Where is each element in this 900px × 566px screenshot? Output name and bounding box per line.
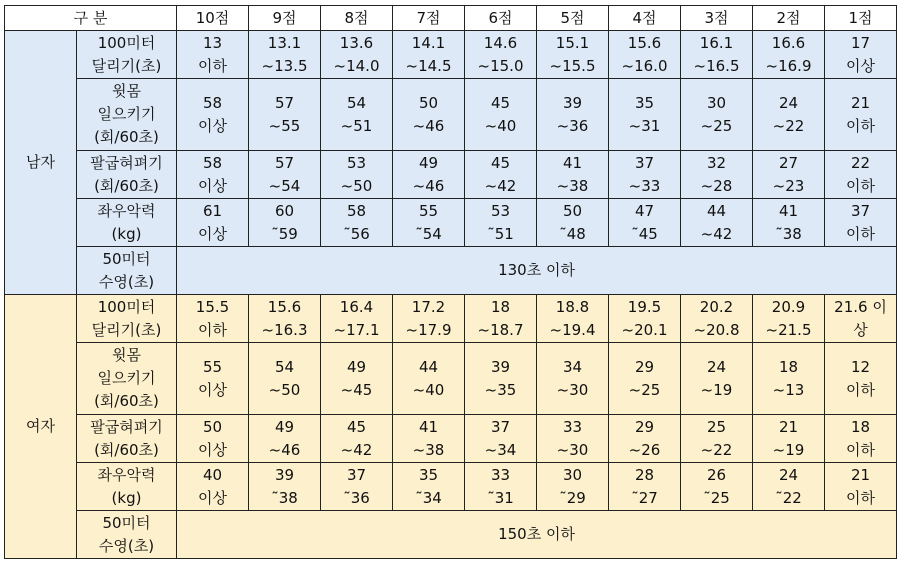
score-cell: 18.8 ~19.4 xyxy=(537,295,609,343)
score-cell: 45 ~40 xyxy=(465,79,537,151)
score-cell: 50 ~46 xyxy=(393,79,465,151)
header-score: 7점 xyxy=(393,6,465,31)
score-cell: 39 ~36 xyxy=(537,79,609,151)
score-cell: 30 ~25 xyxy=(681,79,753,151)
score-cell: 39 ~35 xyxy=(465,343,537,415)
score-cell: 15.6 ~16.3 xyxy=(249,295,321,343)
score-cell: 53 ˜51 xyxy=(465,199,537,247)
item-label: 팔굽혀펴기 (회/60초) xyxy=(77,151,177,199)
score-cell: 58 ˜56 xyxy=(321,199,393,247)
score-cell: 49 ~46 xyxy=(249,415,321,463)
score-cell: 49 ~46 xyxy=(393,151,465,199)
score-cell: 14.1 ~14.5 xyxy=(393,31,465,79)
score-cell: 20.2 ~20.8 xyxy=(681,295,753,343)
male-row xyxy=(5,31,897,79)
score-cell: 15.5 이하 xyxy=(177,295,249,343)
item-label: 50미터 수영(초) xyxy=(77,247,177,295)
score-cell: 20.9 ~21.5 xyxy=(753,295,825,343)
score-cell: 41 ~38 xyxy=(537,151,609,199)
score-cell: 53 ~50 xyxy=(321,151,393,199)
header-label: 구 분 xyxy=(5,6,177,31)
score-cell: 34 ~30 xyxy=(537,343,609,415)
score-cell: 50 ˜48 xyxy=(537,199,609,247)
female-group-label: 여자 xyxy=(5,295,77,559)
female-row xyxy=(5,343,897,415)
score-cell: 35 ~31 xyxy=(609,79,681,151)
score-cell: 27 ~23 xyxy=(753,151,825,199)
header-score: 9점 xyxy=(249,6,321,31)
score-cell: 37 ~34 xyxy=(465,415,537,463)
item-label: 100미터 달리기(초) xyxy=(77,295,177,343)
score-cell: 60 ˜59 xyxy=(249,199,321,247)
score-cell: 13.6 ~14.0 xyxy=(321,31,393,79)
score-cell: 18 이하 xyxy=(825,415,897,463)
score-cell: 61 이상 xyxy=(177,199,249,247)
score-cell: 12 이하 xyxy=(825,343,897,415)
score-cell: 57 ~55 xyxy=(249,79,321,151)
score-cell: 19.5 ~20.1 xyxy=(609,295,681,343)
score-cell: 39 ˜38 xyxy=(249,463,321,511)
score-cell: 30 ˜29 xyxy=(537,463,609,511)
score-cell: 33 ˜31 xyxy=(465,463,537,511)
score-cell: 45 ~42 xyxy=(321,415,393,463)
item-label: 50미터 수영(초) xyxy=(77,511,177,559)
score-cell: 37 ˜36 xyxy=(321,463,393,511)
score-cell: 35 ˜34 xyxy=(393,463,465,511)
item-label: 좌우악력 (kg) xyxy=(77,463,177,511)
score-cell: 15.6 ~16.0 xyxy=(609,31,681,79)
fitness-score-table xyxy=(4,5,897,559)
female-row xyxy=(5,463,897,511)
score-cell: 58 이상 xyxy=(177,79,249,151)
score-cell: 37 ~33 xyxy=(609,151,681,199)
score-cell: 21 ~19 xyxy=(753,415,825,463)
score-cell: 18 ~18.7 xyxy=(465,295,537,343)
score-cell: 47 ˜45 xyxy=(609,199,681,247)
header-score: 1점 xyxy=(825,6,897,31)
score-cell: 21 이하 xyxy=(825,463,897,511)
male-row xyxy=(5,79,897,151)
item-label: 윗몸 일으키기 (회/60초) xyxy=(77,343,177,415)
swim-criterion: 150초 이하 xyxy=(177,511,897,559)
female-row xyxy=(5,415,897,463)
male-swim-row xyxy=(5,247,897,295)
score-cell: 17.2 ~17.9 xyxy=(393,295,465,343)
score-cell: 55 이상 xyxy=(177,343,249,415)
score-cell: 45 ~42 xyxy=(465,151,537,199)
score-cell: 54 ~50 xyxy=(249,343,321,415)
score-cell: 22 이하 xyxy=(825,151,897,199)
header-row xyxy=(5,6,897,31)
score-cell: 21.6 이 상 xyxy=(825,295,897,343)
male-row xyxy=(5,151,897,199)
score-cell: 40 이상 xyxy=(177,463,249,511)
score-cell: 24 ~19 xyxy=(681,343,753,415)
score-cell: 14.6 ~15.0 xyxy=(465,31,537,79)
score-cell: 54 ~51 xyxy=(321,79,393,151)
header-score: 6점 xyxy=(465,6,537,31)
score-cell: 37 이하 xyxy=(825,199,897,247)
score-cell: 18 ~13 xyxy=(753,343,825,415)
score-cell: 17 이상 xyxy=(825,31,897,79)
score-cell: 44 ~42 xyxy=(681,199,753,247)
score-cell: 21 이하 xyxy=(825,79,897,151)
score-cell: 24 ~22 xyxy=(753,79,825,151)
header-score: 4점 xyxy=(609,6,681,31)
score-cell: 50 이상 xyxy=(177,415,249,463)
score-cell: 29 ~25 xyxy=(609,343,681,415)
female-swim-row xyxy=(5,511,897,559)
score-cell: 28 ˜27 xyxy=(609,463,681,511)
item-label: 팔굽혀펴기 (회/60초) xyxy=(77,415,177,463)
header-score: 2점 xyxy=(753,6,825,31)
score-cell: 44 ~40 xyxy=(393,343,465,415)
score-cell: 13 이하 xyxy=(177,31,249,79)
male-group-label: 남자 xyxy=(5,31,77,295)
score-cell: 24 ˜22 xyxy=(753,463,825,511)
header-score: 8점 xyxy=(321,6,393,31)
score-table-wrapper xyxy=(4,5,897,559)
swim-criterion: 130초 이하 xyxy=(177,247,897,295)
score-cell: 49 ~45 xyxy=(321,343,393,415)
header-score: 10점 xyxy=(177,6,249,31)
score-cell: 33 ~30 xyxy=(537,415,609,463)
score-cell: 57 ~54 xyxy=(249,151,321,199)
score-cell: 55 ˜54 xyxy=(393,199,465,247)
score-cell: 41 ~38 xyxy=(393,415,465,463)
score-cell: 25 ~22 xyxy=(681,415,753,463)
score-cell: 58 이상 xyxy=(177,151,249,199)
score-cell: 41 ˜38 xyxy=(753,199,825,247)
header-score: 5점 xyxy=(537,6,609,31)
score-cell: 15.1 ~15.5 xyxy=(537,31,609,79)
score-cell: 16.6 ~16.9 xyxy=(753,31,825,79)
score-cell: 29 ~26 xyxy=(609,415,681,463)
score-cell: 26 ˜25 xyxy=(681,463,753,511)
score-cell: 16.4 ~17.1 xyxy=(321,295,393,343)
female-row xyxy=(5,295,897,343)
score-cell: 13.1 ~13.5 xyxy=(249,31,321,79)
item-label: 100미터 달리기(초) xyxy=(77,31,177,79)
item-label: 윗몸 일으키기 (회/60초) xyxy=(77,79,177,151)
male-row xyxy=(5,199,897,247)
score-cell: 16.1 ~16.5 xyxy=(681,31,753,79)
header-score: 3점 xyxy=(681,6,753,31)
item-label: 좌우악력 (kg) xyxy=(77,199,177,247)
score-cell: 32 ~28 xyxy=(681,151,753,199)
